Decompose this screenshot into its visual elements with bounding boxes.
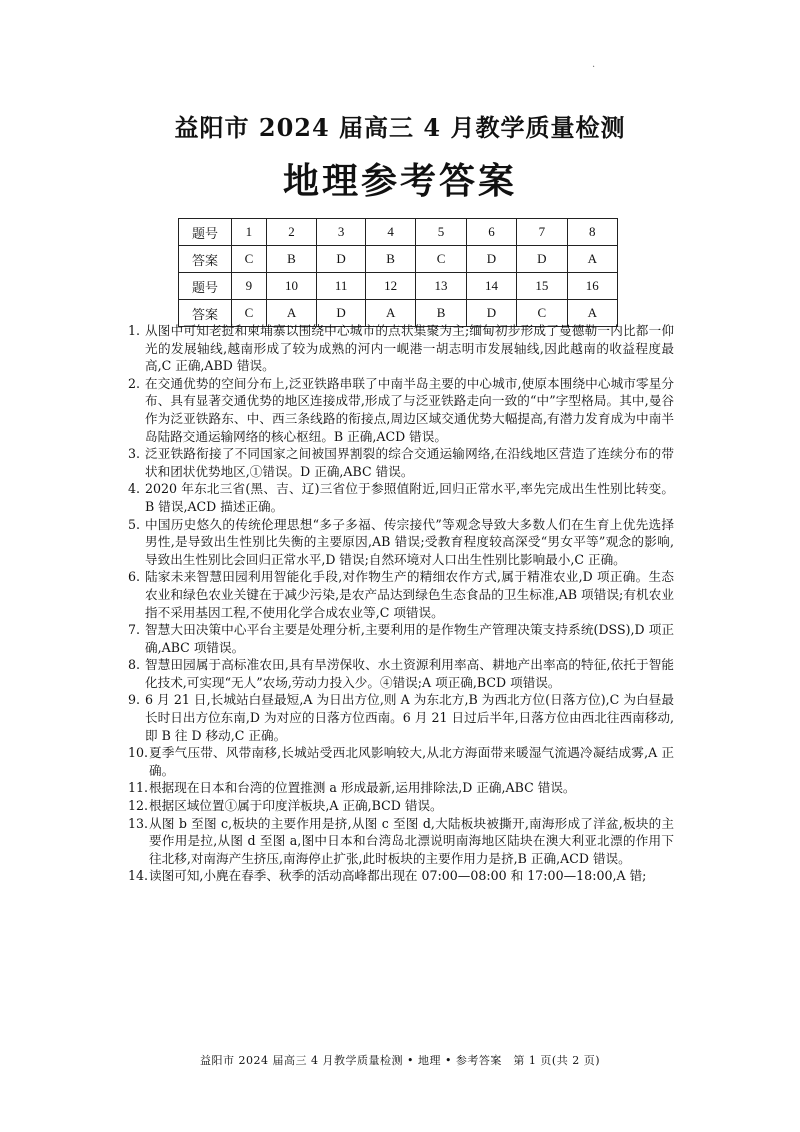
item-text: 智慧大田决策中心平台主要是处理分析,主要利用的是作物生产管理决策支持系统(DSS),D 项正确,ABC 项错误。 <box>145 622 674 655</box>
table-cell: B <box>416 300 466 327</box>
list-item <box>128 375 674 445</box>
row-label: 题号 <box>179 273 232 300</box>
list-item <box>128 867 674 885</box>
list-item <box>128 779 674 797</box>
table-cell: 8 <box>567 219 617 246</box>
row-label: 答案 <box>179 246 232 273</box>
item-text: 从图 b 至图 c,板块的主要作用是挤,从图 c 至图 d,大陆板块被撕开,南海形成了洋盆,板块的主要作用是拉,从图 d 至图 a,图中日本和台湾岛北漂说明南海地区陆块在澳大利亚北漂的作用下往北移,对南海产生挤压,南海停止扩张,此时板块的主要作用力是挤,B 正确,ACD 错误。 <box>149 815 674 866</box>
table-cell: 1 <box>232 219 267 246</box>
table-cell: 10 <box>266 273 316 300</box>
table-cell: 14 <box>466 273 516 300</box>
table-cell: D <box>317 246 366 273</box>
table-cell: 15 <box>517 273 567 300</box>
corner-mark: · <box>592 62 596 73</box>
item-text: 从图中可知老挝和柬埔寨以围绕中心城市的点状集聚为主;缅甸初步形成了曼德勒一内比都一仰光的发展轴线,越南形成了较为成熟的河内一岘港一胡志明市发展轴线,因此越南的收益程度最高,C 正确,ABD 错误。 <box>145 323 674 374</box>
item-text: 泛亚铁路衔接了不同国家之间被国界割裂的综合交通运输网络,在沿线地区营造了连续分布的带状和团状优势地区,①错误。D 正确,ABC 错误。 <box>145 446 674 479</box>
table-cell: C <box>232 246 267 273</box>
list-item <box>128 656 674 691</box>
list-item <box>128 621 674 656</box>
item-number: 3. <box>128 446 141 462</box>
list-item <box>128 516 674 569</box>
explanation-list <box>128 322 674 885</box>
table-cell: 2 <box>266 219 316 246</box>
item-text: 6 月 21 日,长城站白昼最短,A 为日出方位,则 A 为东北方,B 为西北方位(日落方位),C 为白昼最长时日出方位东南,D 为对应的日落方位西南。6 月 21 日过后半年,日落方位由西北往西南移动,即 B 往 D 移动,C 正确。 <box>145 692 674 743</box>
item-number: 6. <box>128 569 141 585</box>
item-number: 11. <box>128 780 149 796</box>
table-cell: D <box>466 300 516 327</box>
table-cell: 7 <box>517 219 567 246</box>
list-item <box>128 445 674 480</box>
page-title: 地理参考答案 <box>282 161 517 202</box>
table-cell: 13 <box>416 273 466 300</box>
page-footer: 益阳市 2024 届高三 4 月教学质量检测 • 地理 • 参考答案 第 1 页(共 2 页) <box>199 1054 600 1067</box>
list-item <box>128 815 674 868</box>
table-cell: 12 <box>365 273 415 300</box>
table-cell: A <box>567 246 617 273</box>
item-number: 7. <box>128 622 141 638</box>
item-number: 4. <box>128 481 141 497</box>
item-text: 2020 年东北三省(黑、吉、辽)三省位于参照值附近,回归正常水平,率先完成出生性别比转变。B 错误,ACD 描述正确。 <box>145 481 674 514</box>
list-item <box>128 480 674 515</box>
item-number: 5. <box>128 516 141 532</box>
table-cell: 11 <box>317 273 366 300</box>
table-cell: C <box>517 300 567 327</box>
table-cell: B <box>266 246 316 273</box>
list-item <box>128 691 674 744</box>
table-cell: C <box>416 246 466 273</box>
list-item <box>128 322 674 375</box>
answer-table-body <box>179 219 618 327</box>
list-item <box>128 568 674 621</box>
table-cell: D <box>466 246 516 273</box>
row-label: 题号 <box>179 219 232 246</box>
item-number: 13. <box>128 815 149 831</box>
table-row <box>179 219 618 246</box>
item-text: 根据区域位置①属于印度洋板块,A 正确,BCD 错误。 <box>149 798 443 814</box>
answer-table <box>178 218 618 327</box>
item-text: 在交通优势的空间分布上,泛亚铁路串联了中南半岛主要的中心城市,使原本围绕中心城市零星分布、具有显著交通优势的地区连接成带,形成了与泛亚铁路走向一致的“中”字型格局。其中,曼谷作为泛亚铁路东、中、西三条线路的衔接点,周边区域交通优势大幅提高,有潜力发育成为中南半岛陆路交通运输网络的核心枢纽。B 正确,ACD 错误。 <box>145 375 674 444</box>
item-number: 1. <box>128 323 141 338</box>
item-text: 夏季气压带、风带南移,长城站受西北风影响较大,从北方海面带来暖湿气流遇冷凝结成雾,A 正确。 <box>149 745 674 778</box>
table-cell: 9 <box>232 273 267 300</box>
item-text: 读图可知,小麂在春季、秋季的活动高峰都出现在 07:00—08:00 和 17:00—18:00,A 错; <box>149 868 647 884</box>
item-text: 中国历史悠久的传统伦理思想“多子多福、传宗接代”等观念导致大多数人们在生育上优先选择男性,是导致出生性别比失衡的主要原因,AB 错误;受教育程度较高深受“男女平等”观念的影响,导致出生性别比会回归正常水平,D 错误;自然环境对人口出生性别比影响最小,C 正确。 <box>145 516 674 567</box>
row-label: 答案 <box>179 300 232 327</box>
table-cell: 4 <box>365 219 415 246</box>
item-number: 8. <box>128 657 141 673</box>
table-cell: 5 <box>416 219 466 246</box>
table-cell: A <box>266 300 316 327</box>
list-item <box>128 797 674 815</box>
exam-title: 益阳市 2024 届高三 4 月教学质量检测 <box>174 113 626 142</box>
item-number: 10. <box>128 745 149 761</box>
table-cell: 6 <box>466 219 516 246</box>
item-text: 根据现在日本和台湾的位置推测 a 形成最新,运用排除法,D 正确,ABC 错误。 <box>149 780 576 796</box>
item-text: 智慧田园属于高标准农田,具有旱涝保收、水土资源利用率高、耕地产出率高的特征,依托于智能化技术,可实现“无人”农场,劳动力投入少。④错误;A 项正确,BCD 项错误。 <box>145 657 674 690</box>
table-cell: A <box>567 300 617 327</box>
item-number: 2. <box>128 375 141 391</box>
table-cell: 16 <box>567 273 617 300</box>
list-item <box>128 744 674 779</box>
table-cell: D <box>517 246 567 273</box>
table-row <box>179 273 618 300</box>
table-cell: C <box>232 300 267 327</box>
table-cell: A <box>365 300 415 327</box>
item-number: 14. <box>128 868 149 884</box>
item-number: 9. <box>128 692 141 708</box>
table-cell: B <box>365 246 415 273</box>
item-number: 12. <box>128 798 149 814</box>
item-text: 陆家未来智慧田园利用智能化手段,对作物生产的精细农作方式,属于精准农业,D 项正确。生态农业和绿色农业关键在于减少污染,是农产品达到绿色生态食品的卫生标准,AB 项错误;有机农业指不采用基因工程,不使用化学合成农业等,C 项错误。 <box>145 569 674 620</box>
table-cell: D <box>317 300 366 327</box>
table-row <box>179 246 618 273</box>
table-cell: 3 <box>317 219 366 246</box>
